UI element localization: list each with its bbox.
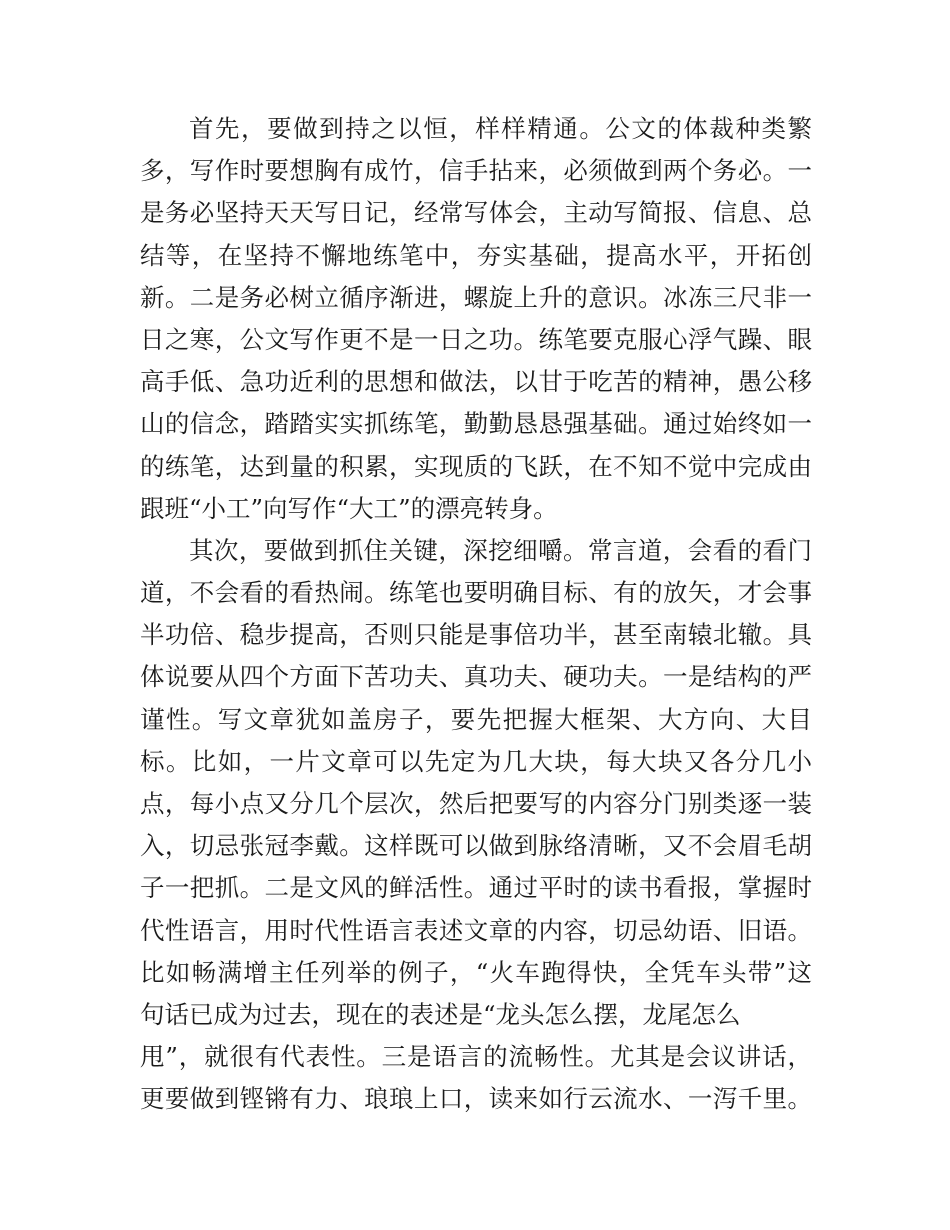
- text-line: 标。比如，一片文章可以先定为几大块，每大块又各分几小: [140, 746, 812, 776]
- text-line: 首先，要做到持之以恒，样样精通。公文的体裁种类繁: [189, 114, 812, 143]
- text-line: 其次，要做到抓住关键，深挖细嚼。常言道，会看的看门: [189, 535, 812, 565]
- text-line: 道，不会看的看热闹。练笔也要明确目标、有的放矢，才会事: [140, 578, 812, 608]
- text-line: 体说要从四个方面下苦功夫、真功夫、硬功夫。一是结构的严: [140, 662, 812, 692]
- document-body: [140, 108, 812, 1121]
- text-line: 子一把抓。二是文风的鲜活性。通过平时的读书看报，掌握时: [140, 873, 812, 903]
- text-line: 的练笔，达到量的积累，实现质的飞跃，在不知不觉中完成由: [140, 451, 812, 481]
- text-line: 点，每小点又分几个层次，然后把要写的内容分门别类逐一装: [140, 789, 812, 818]
- text-line: 甩”，就很有代表性。三是语言的流畅性。尤其是会议讲话，: [140, 1042, 812, 1072]
- text-line: 比如畅满增主任列举的例子，“火车跑得快，全凭车头带”这: [140, 957, 812, 987]
- text-line: 更要做到铿锵有力、琅琅上口，读来如行云流水、一泻千里。: [140, 1084, 812, 1114]
- text-line: 是务必坚持天天写日记，经常写体会，主动写简报、信息、总: [140, 198, 812, 228]
- text-line: 多，写作时要想胸有成竹，信手拈来，必须做到两个务必。一: [140, 156, 812, 186]
- paragraph-second: [140, 530, 812, 1121]
- text-line: 句话已成为过去，现在的表述是“龙头怎么摆，龙尾怎么: [140, 999, 741, 1029]
- text-line: 结等，在坚持不懈地练笔中，夯实基础，提高水平，开拓创: [140, 240, 812, 270]
- text-line: 谨性。写文章犹如盖房子，要先把握大框架、大方向、大目: [140, 704, 812, 734]
- paragraph-first: [140, 108, 812, 530]
- text-line: 代性语言，用时代性语言表述文章的内容，切忌幼语、旧语。: [140, 915, 812, 945]
- text-line: 新。二是务必树立循序渐进，螺旋上升的意识。冰冻三尺非一: [140, 282, 812, 312]
- text-line: 高手低、急功近利的思想和做法，以甘于吃苦的精神，愚公移: [140, 367, 812, 397]
- text-line: 半功倍、稳步提高，否则只能是事倍功半，甚至南辕北辙。具: [140, 620, 812, 650]
- text-line: 日之寒，公文写作更不是一日之功。练笔要克服心浮气躁、眼: [140, 324, 812, 354]
- text-line: 跟班“小工”向写作“大工”的漂亮转身。: [140, 493, 558, 523]
- text-line: 入，切忌张冠李戴。这样既可以做到脉络清晰，又不会眉毛胡: [140, 831, 812, 861]
- text-line: 山的信念，踏踏实实抓练笔，勤勤恳恳强基础。通过始终如一: [140, 409, 812, 439]
